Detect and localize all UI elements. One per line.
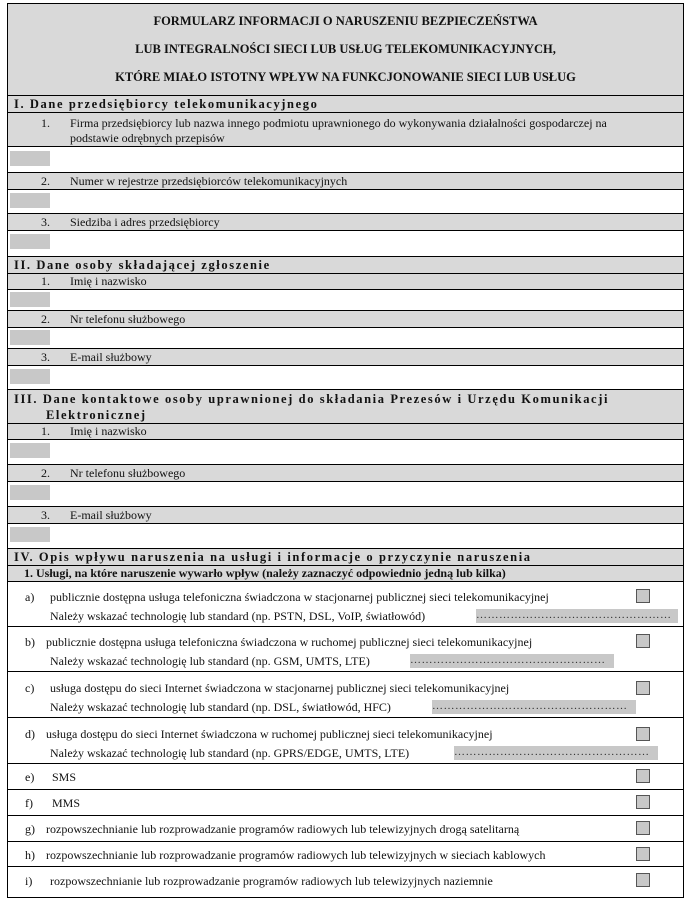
field-contact-email-label: 3. E-mail służbowy <box>8 507 683 524</box>
section-3-heading: III. Dane kontaktowe osoby uprawnionej do składania Prezesów i Urzędu Komunikacji Elektronicznej <box>8 390 683 424</box>
contact-name-input[interactable] <box>10 443 50 458</box>
field-reporter-phone-row <box>8 328 683 349</box>
form-header <box>8 4 683 96</box>
service-f-checkbox[interactable] <box>636 795 650 809</box>
service-d-tech-input[interactable]: …………………………………………… <box>454 746 658 760</box>
service-option-e: e) SMS <box>8 764 683 790</box>
service-b-tech-input[interactable]: …………………………………………… <box>410 654 614 668</box>
service-option-f: f) MMS <box>8 790 683 816</box>
service-option-g: g) rozpowszechnianie lub rozprowadzanie programów radiowych lub telewizyjnych drogą satelitarną <box>8 816 683 842</box>
service-a-checkbox[interactable] <box>636 589 650 603</box>
service-option-h: h) rozpowszechnianie lub rozprowadzanie programów radiowych lub telewizyjnych w sieciach kablowych <box>8 842 683 867</box>
service-a-tech-input[interactable]: …………………………………………… <box>476 609 678 623</box>
field-company-name-label: 1. Firma przedsiębiorcy lub nazwa innego podmiotu uprawnionego do wykonywania działalności gospodarczej na podstawie odrębnych przepisów <box>8 113 683 147</box>
field-contact-name-label: 1. Imię i nazwisko <box>8 424 683 440</box>
section-2-heading: II. Dane osoby składającej zgłoszenie <box>8 257 683 274</box>
service-option-i: i) rozpowszechnianie lub rozprowadzanie programów radiowych lub telewizyjnych naziemnie <box>8 867 683 897</box>
section-4-subheading: 1. Usługi, na które naruszenie wywarło wpływ (należy zaznaczyć odpowiednio jedną lub kilka) <box>8 566 683 582</box>
service-d-checkbox[interactable] <box>636 727 650 741</box>
form-title-line-1: FORMULARZ INFORMACJI O NARUSZENIU BEZPIECZEŃSTWA <box>153 14 538 28</box>
contact-phone-input[interactable] <box>10 485 50 500</box>
service-option-d: d) usługa dostępu do sieci Internet świadczona w ruchomej publicznej sieci telekomunikacyjnej Należy wskazać technologię lub standard (np. GPRS/EDGE, UMTS, LTE) …………………………………………… <box>8 718 683 764</box>
field-contact-phone-row <box>8 482 683 507</box>
field-address-label: 3. Siedziba i adres przedsiębiorcy <box>8 214 683 231</box>
field-company-name-row <box>8 147 683 173</box>
incident-report-form <box>7 3 684 898</box>
contact-email-input[interactable] <box>10 527 50 542</box>
field-reporter-name-label: 1. Imię i nazwisko <box>8 274 683 290</box>
service-e-checkbox[interactable] <box>636 769 650 783</box>
service-g-checkbox[interactable] <box>636 821 650 835</box>
field-reporter-name-row <box>8 290 683 311</box>
field-register-number-label: 2. Numer w rejestrze przedsiębiorców telekomunikacyjnych <box>8 173 683 190</box>
service-option-a: a) publicznie dostępna usługa telefoniczna świadczona w stacjonarnej publicznej sieci telekomunikacyjnej Należy wskazać technologię lub standard (np. PSTN, DSL, VoIP, światłowód) …………………………………………… <box>8 582 683 627</box>
field-contact-name-row <box>8 440 683 465</box>
section-4-heading: IV. Opis wpływu naruszenia na usługi i informacje o przyczynie naruszenia <box>8 549 683 566</box>
field-address-row <box>8 231 683 257</box>
address-input[interactable] <box>10 234 50 249</box>
company-name-input[interactable] <box>10 151 50 166</box>
section-1-heading: I. Dane przedsiębiorcy telekomunikacyjnego <box>8 96 683 113</box>
service-b-checkbox[interactable] <box>636 634 650 648</box>
reporter-email-input[interactable] <box>10 369 50 384</box>
service-c-checkbox[interactable] <box>636 681 650 695</box>
service-c-tech-input[interactable]: …………………………………………… <box>432 700 636 714</box>
service-h-checkbox[interactable] <box>636 847 650 861</box>
service-i-checkbox[interactable] <box>636 873 650 887</box>
reporter-phone-input[interactable] <box>10 330 50 345</box>
field-reporter-email-row <box>8 366 683 390</box>
field-register-number-row <box>8 190 683 214</box>
field-contact-email-row <box>8 524 683 549</box>
service-option-b: b) publicznie dostępna usługa telefoniczna świadczona w ruchomej publicznej sieci telekomunikacyjnej Należy wskazać technologię lub standard (np. GSM, UMTS, LTE) …………………………………………… <box>8 627 683 672</box>
field-contact-phone-label: 2. Nr telefonu służbowego <box>8 465 683 482</box>
form-title-line-3: KTÓRE MIAŁO ISTOTNY WPŁYW NA FUNKCJONOWANIE SIECI LUB USŁUG <box>115 70 576 84</box>
service-option-c: c) usługa dostępu do sieci Internet świadczona w stacjonarnej publicznej sieci telekomunikacyjnej Należy wskazać technologię lub standard (np. DSL, światłowód, HFC) …………………………………………… <box>8 672 683 718</box>
form-title-line-2: LUB INTEGRALNOŚCI SIECI LUB USŁUG TELEKOMUNIKACYJNYCH, <box>135 42 556 56</box>
reporter-name-input[interactable] <box>10 292 50 307</box>
field-reporter-phone-label: 2. Nr telefonu służbowego <box>8 311 683 328</box>
register-number-input[interactable] <box>10 193 50 208</box>
field-reporter-email-label: 3. E-mail służbowy <box>8 349 683 366</box>
